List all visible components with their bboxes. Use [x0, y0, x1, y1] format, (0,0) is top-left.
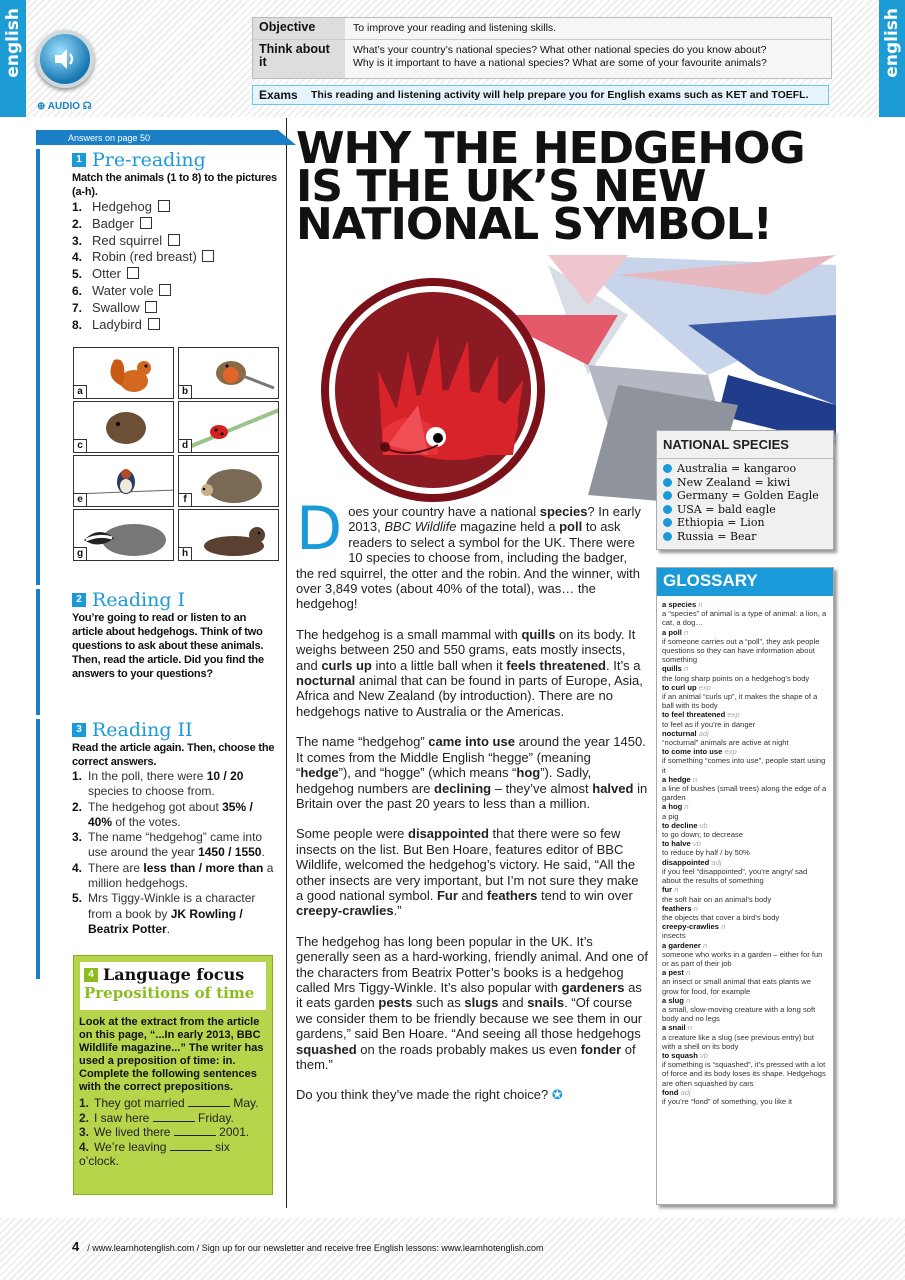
animal-photo-grid	[73, 347, 279, 561]
glossary-term	[662, 747, 828, 756]
term-text: a hedge	[662, 774, 691, 784]
column-divider	[286, 118, 287, 1208]
glossary-definition: insects	[662, 931, 686, 941]
glossary-term	[662, 600, 828, 609]
term-text: quills	[662, 664, 682, 674]
glossary-term	[662, 775, 828, 784]
animal-item	[72, 216, 278, 233]
animal-name: Badger	[92, 215, 134, 231]
sentence-start: We lived there	[94, 1125, 171, 1139]
species-item: Germany = Golden Eagle	[663, 489, 827, 503]
page-footer	[0, 1218, 905, 1280]
photo-ladybird	[178, 401, 279, 453]
part-of-speech: vb	[699, 820, 708, 830]
glossary-term	[662, 729, 828, 738]
sentence-end: Friday.	[198, 1110, 234, 1125]
section-title: Reading I	[92, 589, 186, 611]
brand-tab-left	[0, 0, 26, 117]
item-number: 4.	[72, 860, 83, 875]
part-of-speech: n	[698, 600, 703, 609]
item-number: 6.	[72, 283, 83, 298]
audio-button[interactable]	[36, 30, 94, 88]
answer-checkbox[interactable]	[148, 318, 160, 330]
reading-one-heading	[72, 589, 278, 611]
glossary-definition: an insect or small animal that eats plants we grow for food, for example	[662, 977, 811, 996]
photo-badger	[73, 509, 174, 561]
answer-options[interactable]: JK Rowling / Beatrix Potter	[88, 906, 243, 936]
glossary-term	[662, 710, 828, 719]
glossary-definition: someone who works in a garden – either for fun or as part of their job	[662, 949, 823, 968]
section-number: 1	[72, 153, 86, 167]
language-focus-box	[73, 955, 273, 1195]
item-number: 2.	[72, 216, 83, 231]
animal-item	[72, 317, 278, 334]
term-text: feathers	[662, 903, 692, 913]
section-title: Reading II	[92, 719, 193, 741]
glossary-definition: a line of bushes (small trees) along the edge of a garden	[662, 784, 827, 803]
end-mark-icon: ✪	[551, 1087, 563, 1103]
glossary-term	[662, 968, 828, 977]
answer-checkbox[interactable]	[202, 250, 214, 262]
reading-two-instructions: Read the article again. Then, choose the correct answers.	[72, 742, 275, 768]
brand-tab-right	[879, 0, 905, 117]
animal-name: Ladybird	[92, 316, 142, 332]
term-text: to decline	[662, 820, 698, 830]
animal-name: Swallow	[92, 299, 140, 315]
item-number: 8.	[72, 317, 83, 332]
answer-checkbox[interactable]	[158, 200, 170, 212]
glossary-term	[662, 839, 828, 848]
national-species-list	[657, 459, 833, 546]
sentence-start: We’re leaving	[94, 1139, 167, 1154]
answer-options[interactable]: 10 / 20	[206, 769, 244, 783]
glossary-term	[662, 1023, 828, 1032]
glossary-definition: if someone carries out a “poll”, they ask people questions so they can have information about something	[662, 636, 820, 665]
item-number: 3.	[72, 830, 83, 845]
part-of-speech: n	[692, 774, 698, 784]
exams-label: Exams	[259, 88, 298, 102]
glossary-heading: GLOSSARY	[657, 568, 833, 596]
reading-one-section	[36, 589, 278, 715]
photo-label: c	[74, 439, 87, 452]
photo-label: h	[179, 547, 192, 560]
question-item: 1. In the poll, there were 10 / 20 species to choose from.	[72, 769, 244, 799]
article-paragraph	[296, 1087, 648, 1102]
question-item: 4. There are less than / more than a million hedgehogs.	[72, 860, 274, 891]
brand-text: english	[882, 8, 902, 78]
part-of-speech: exp	[698, 682, 711, 692]
language-focus-heading	[80, 962, 266, 1010]
gap-fill-item	[79, 1111, 267, 1126]
part-of-speech: n	[683, 627, 689, 637]
glossary-term	[662, 996, 828, 1005]
sentence-end: May.	[233, 1096, 259, 1110]
answer-checkbox[interactable]	[168, 234, 180, 246]
exams-text: This reading and listening activity will help prepare you for English exams such as KET and TOEFL.	[311, 89, 809, 101]
species-item: Australia = kangaroo	[663, 462, 827, 476]
animal-item	[72, 199, 278, 216]
sentence-start: They got married	[94, 1096, 185, 1110]
article-title	[296, 123, 856, 250]
question-item: 5. Mrs Tiggy-Winkle is a character from a book by JK Rowling / Beatrix Potter.	[72, 891, 256, 936]
answer-checkbox[interactable]	[140, 217, 152, 229]
glossary-definition: if you feel “disappointed”, you’re angry/ sad about the results of something	[662, 866, 808, 886]
part-of-speech: exp	[727, 710, 740, 720]
item-number: 4.	[79, 1139, 90, 1154]
objective-label: Objective	[253, 18, 345, 39]
animal-item	[72, 233, 278, 250]
animal-name: Otter	[92, 266, 121, 282]
pre-reading-instructions: Match the animals (1 to 8) to the pictures (a-h).	[72, 172, 277, 198]
section-number: 4	[84, 968, 98, 982]
glossary-definition: to feel as if you’re in danger	[662, 719, 756, 729]
term-text: to squash	[662, 1050, 698, 1060]
item-number: 1.	[72, 200, 83, 214]
term-text: creepy-crawlies	[662, 922, 719, 932]
reading-two-questions	[72, 769, 278, 937]
photo-label: d	[179, 439, 192, 452]
think-line-2: Why is it important to have a national species? What are some of your favourite animals?	[353, 57, 767, 69]
answer-blank[interactable]	[174, 1135, 216, 1136]
part-of-speech: n	[684, 802, 689, 812]
think-text	[345, 40, 831, 78]
glossary-definition: a pig	[662, 811, 679, 821]
reading-one-instructions: You’re going to read or listen to an article about hedgehogs. Think of two questions to ask about these animals. Then, read the article. Did you find the answers to your questions?	[72, 612, 264, 680]
answer-blank[interactable]	[153, 1121, 195, 1122]
question-item: 2. The hedgehog got about 35% / 40% of the votes.	[72, 799, 253, 829]
footer-text: / www.learnhotenglish.com / Sign up for our newsletter and receive free English lessons: www.learnhotenglish.com	[87, 1243, 544, 1253]
glossary-term	[662, 941, 828, 950]
animal-item	[72, 249, 278, 266]
glossary-definition: the soft hair on an animal’s body	[662, 894, 772, 904]
answer-blank[interactable]	[188, 1106, 230, 1107]
glossary-definition: if you’re “fond” of something, you like it	[662, 1096, 792, 1106]
item-number: 4.	[72, 250, 83, 265]
term-text: a gardener	[662, 940, 701, 950]
animal-name: Water vole	[92, 282, 154, 298]
item-number: 7.	[72, 300, 83, 315]
article-paragraph	[296, 494, 648, 612]
part-of-speech: n	[721, 922, 726, 932]
part-of-speech: n	[687, 1023, 692, 1033]
animal-item	[72, 283, 278, 300]
glossary-box	[656, 567, 834, 1205]
drop-cap: D	[296, 494, 343, 564]
question-item: 3. The name “hedgehog” came into use around the year 1450 / 1550.	[72, 830, 265, 860]
animal-item	[72, 300, 278, 317]
term-text: disappointed	[662, 857, 710, 867]
term-text: a poll	[662, 627, 682, 637]
language-focus-body	[74, 1010, 272, 1175]
glossary-definition: if an animal “curls up”, it makes the shape of a ball with its body	[662, 692, 818, 711]
section-title: Language focus	[103, 965, 245, 984]
glossary-definition: “nocturnal” animals are active at night	[662, 738, 789, 748]
term-text: to come into use	[662, 747, 723, 757]
glossary-term	[662, 885, 828, 894]
brand-text: english	[3, 8, 23, 78]
item-number: 1.	[72, 769, 83, 783]
national-species-box	[656, 430, 834, 550]
glossary-term	[662, 664, 828, 673]
national-species-heading: NATIONAL SPECIES	[657, 431, 833, 459]
photo-otter	[178, 509, 279, 561]
objective-box	[252, 17, 832, 79]
photo-label: a	[74, 385, 87, 398]
section-title: Pre-reading	[92, 149, 206, 171]
part-of-speech: n	[683, 664, 689, 674]
term-text: to curl up	[662, 682, 697, 692]
reading-two-section	[36, 719, 278, 979]
item-number: 1.	[79, 1096, 90, 1110]
term-text: a slug	[662, 995, 684, 1005]
glossary-definition: if something is “squashed”, it’s pressed with a lot of force and its body loses its shape. Hedgehogs are often squashed by cars	[662, 1060, 826, 1088]
part-of-speech: vb	[700, 1050, 709, 1060]
section-number: 2	[72, 593, 86, 607]
answer-checkbox[interactable]	[159, 284, 171, 296]
glossary-definition: to go down; to decrease	[662, 830, 744, 840]
photo-red-squirrel	[73, 347, 174, 399]
photo-swallow	[73, 455, 174, 507]
sentence-end: six o’clock.	[79, 1139, 230, 1168]
article-body	[296, 494, 648, 1118]
part-of-speech: exp	[724, 747, 737, 757]
animal-item	[72, 266, 278, 283]
objective-text: To improve your reading and listening skills.	[353, 22, 557, 34]
animal-name: Red squirrel	[92, 232, 163, 248]
glossary-definition: a small, slow-moving creature with a long soft body and no legs	[662, 1004, 816, 1024]
part-of-speech: adj	[698, 728, 709, 738]
glossary-term	[662, 821, 828, 830]
title-line: WHY THE HEDGEHOG	[296, 123, 805, 174]
section-subtitle: Prepositions of time	[84, 984, 255, 1002]
animal-name: Robin (red breast)	[92, 249, 197, 265]
photo-robin	[178, 347, 279, 399]
photo-label: b	[179, 385, 192, 398]
glossary-list	[657, 596, 833, 1110]
glossary-term	[662, 1051, 828, 1060]
think-label: Think about it	[253, 40, 345, 78]
gap-fill-item	[79, 1125, 267, 1140]
title-line: IS THE UK’S NEW	[296, 161, 706, 212]
photo-hedgehog	[178, 455, 279, 507]
glossary-term	[662, 683, 828, 692]
term-text: fur	[662, 885, 673, 895]
section-number: 3	[72, 723, 86, 737]
glossary-definition: a “species” of animal is a type of animal: a lion, a cat, a dog…	[662, 609, 827, 628]
glossary-term	[662, 922, 828, 931]
part-of-speech: n	[686, 995, 691, 1005]
paragraph-text: oes your country have a national species? In early 2013, BBC Wildlife magazine held a poll to ask readers to select a symbol for the UK. There were 10 species to choose from, including the badger, the red squirrel, the otter and the robin. And the winner, with over 3,849 votes (about 40% of the total), was… the hedgehog!	[296, 504, 641, 612]
term-text: to feel threatened	[662, 710, 726, 720]
glossary-definition: the objects that cover a bird’s body	[662, 912, 780, 922]
answer-blank[interactable]	[170, 1150, 212, 1151]
term-text: a hog	[662, 802, 683, 812]
glossary-definition: the long sharp points on a hedgehog’s body	[662, 673, 810, 683]
item-number: 3.	[79, 1125, 90, 1139]
answer-options[interactable]: 1450 / 1550	[198, 845, 262, 860]
audio-label[interactable]: ⊕ AUDIO ☊	[37, 101, 92, 112]
answer-checkbox[interactable]	[145, 301, 157, 313]
pre-reading-section	[36, 149, 278, 359]
animal-list	[72, 199, 278, 333]
answers-note: Answers on page 50	[36, 130, 278, 145]
species-item: Russia = Bear	[663, 530, 827, 544]
closing-question: Do you think they’ve made the right choice?	[296, 1087, 549, 1103]
part-of-speech: adj	[711, 857, 722, 867]
term-text: fond	[662, 1087, 679, 1097]
language-focus-instructions: Look at the extract from the article on this page, “...In early 2013, BBC Wildlife magazine...” The writer has used a preposition of time: in. Complete the following sentences with the correct prepositions.	[79, 1016, 264, 1093]
glossary-definition: to reduce by half / by 50%	[662, 848, 750, 858]
gap-fill-item	[79, 1140, 267, 1169]
answer-options[interactable]: 35% / 40%	[88, 799, 253, 829]
sentence-end: 2001.	[219, 1125, 250, 1139]
species-item: New Zealand = kiwi	[663, 476, 827, 490]
answer-options[interactable]: less than / more than	[143, 860, 264, 875]
term-text: nocturnal	[662, 728, 697, 738]
part-of-speech: adj	[680, 1087, 691, 1097]
item-number: 5.	[72, 267, 83, 282]
gap-fill-item	[79, 1096, 267, 1111]
item-number: 5.	[72, 891, 83, 906]
glossary-term	[662, 628, 828, 637]
item-number: 2.	[79, 1110, 90, 1125]
term-text: a species	[662, 600, 697, 609]
glossary-term	[662, 858, 828, 867]
species-item: Ethiopia = Lion	[663, 516, 827, 530]
language-focus-questions	[79, 1096, 267, 1169]
glossary-definition: if something “comes into use”, people start using it	[662, 756, 826, 775]
sentence-start: I saw here	[94, 1110, 150, 1125]
photo-label: f	[179, 493, 192, 506]
animal-name: Hedgehog	[92, 199, 152, 214]
item-number: 3.	[72, 233, 83, 248]
photo-label: g	[74, 547, 87, 560]
reading-two-heading	[72, 719, 278, 741]
term-text: to halve	[662, 839, 691, 849]
article-paragraph: Some people were disappointed that there were so few insects on the list. But Ben Hoare, features editor of BBC Wildlife, welcomed the hedgehog’s victory. He said, “All the other insects are very important, but I’m not sure they make a good national symbol. Fur and feathers tend to win over creepy-crawlies.”	[296, 826, 639, 919]
part-of-speech: n	[693, 903, 698, 913]
answer-checkbox[interactable]	[127, 267, 139, 279]
speaker-icon	[52, 46, 78, 72]
species-item: USA = bald eagle	[663, 503, 827, 517]
page-number: 4	[72, 1239, 80, 1254]
photo-water-vole	[73, 401, 174, 453]
title-line: NATIONAL SYMBOL!	[296, 199, 772, 250]
article-paragraph: The name “hedgehog” came into use around the year 1450. It comes from the Middle English “hegge” (meaning “hedge”), and “hogge” (which means “hog”). Sadly, hedgehog numbers are declining – they’ve almost halved in Britain over the past 20 years to less than a million.	[296, 734, 648, 811]
pre-reading-heading	[72, 149, 278, 171]
glossary-term	[662, 802, 828, 811]
article-paragraph: The hedgehog is a small mammal with quills on its body. It weighs between 250 and 550 grams, eats mostly insects, and curls up into a little ball when it feels threatened. It’s a nocturnal animal that can be found in parts of Europe, Asia, Africa and New Zealand (by introduction). There are no hedgehogs native to Australia or the Americas.	[296, 626, 643, 719]
term-text: a pest	[662, 968, 684, 978]
photo-label: e	[74, 493, 87, 506]
part-of-speech: vb	[692, 839, 701, 849]
part-of-speech: n	[702, 940, 708, 950]
glossary-definition: a creature like a slug (see previous entry) but with a shell on its body	[662, 1032, 814, 1051]
term-text: a snail	[662, 1023, 686, 1033]
glossary-term	[662, 1088, 828, 1097]
item-number: 2.	[72, 799, 83, 814]
article-paragraph: The hedgehog has long been popular in the UK. It’s generally seen as a hard-working, friendly animal. And one of the characters from Beatrix Potter’s books is a hedgehog called Mrs Tiggy-Winkle. It’s also popular with gardeners as it eats garden pests such as slugs and snails. “Of course we consider them to be friendly because we see them in our gardens,” said Ben Hoare. “And seeing all those hedgehogs squashed on the roads probably makes us even fonder of them.”	[296, 933, 648, 1072]
glossary-term	[662, 904, 828, 913]
part-of-speech: n	[674, 885, 679, 895]
part-of-speech: n	[686, 968, 691, 978]
header-band	[0, 0, 905, 117]
think-line-1: What’s your country’s national species? What other national species do you know about?	[353, 44, 767, 56]
exams-bar	[252, 85, 829, 105]
